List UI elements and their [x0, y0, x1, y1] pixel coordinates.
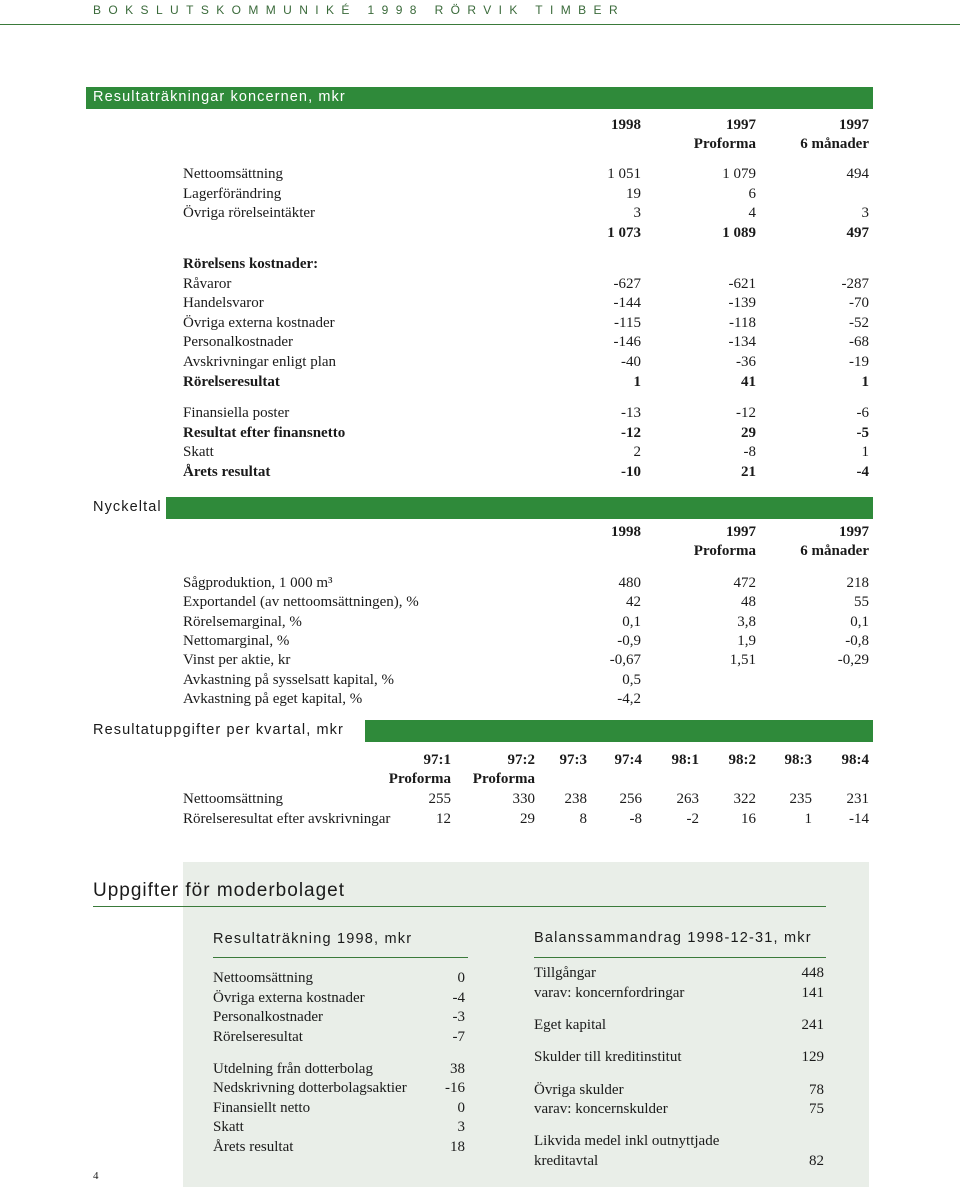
row-value: -70 — [849, 295, 869, 311]
row-value: 1 — [861, 374, 869, 390]
row-value: 1 — [804, 811, 812, 827]
document-header: BOKSLUTSKOMMUNIKÉ 1998 RÖRVIK TIMBER — [93, 3, 626, 17]
parent-balance-value: 82 — [809, 1153, 824, 1169]
row-value: -4,2 — [617, 691, 641, 707]
quarter-header: 98:1 — [671, 752, 699, 768]
row-value: -52 — [849, 315, 869, 331]
quarterly-title: Resultatuppgifter per kvartal, mkr — [93, 722, 344, 738]
row-value: 231 — [846, 791, 869, 807]
parent-income-label: Övriga externa kostnader — [213, 990, 365, 1006]
parent-income-value: 0 — [457, 1100, 465, 1116]
parent-income-value: 0 — [457, 970, 465, 986]
parent-income-label: Årets resultat — [213, 1139, 294, 1155]
row-value: -287 — [841, 276, 869, 292]
parent-income-label: Nettoomsättning — [213, 970, 313, 986]
parent-balance-value: 141 — [801, 985, 824, 1001]
row-value: -118 — [729, 315, 756, 331]
parent-income-rule — [213, 957, 468, 958]
row-label: Nettoomsättning — [183, 166, 283, 182]
row-value: 41 — [741, 374, 756, 390]
parent-title: Uppgifter för moderbolaget — [93, 880, 346, 901]
row-value: 48 — [741, 594, 756, 610]
parent-income-value: -16 — [445, 1080, 465, 1096]
proforma-header: Proforma — [388, 771, 451, 787]
income-title-bar — [86, 87, 873, 109]
row-label: Exportandel (av nettoomsättningen), % — [183, 594, 419, 610]
row-label: Skatt — [183, 444, 214, 460]
parent-income-value: -3 — [452, 1009, 465, 1025]
quarter-header: 97:1 — [423, 752, 451, 768]
keyfigures-title: Nyckeltal — [93, 499, 162, 515]
quarter-header: 97:2 — [507, 752, 535, 768]
parent-balance-label: Tillgångar — [534, 965, 596, 981]
row-label: Nettomarginal, % — [183, 633, 290, 649]
row-label: Råvaror — [183, 276, 232, 292]
quarter-header: 97:4 — [614, 752, 642, 768]
row-value: 29 — [520, 811, 535, 827]
row-value: 0,1 — [850, 614, 869, 630]
row-value: 238 — [564, 791, 587, 807]
parent-balance-rule — [534, 957, 826, 958]
row-value: 6 — [748, 186, 756, 202]
row-value: 21 — [741, 464, 756, 480]
row-value: -12 — [621, 425, 641, 441]
row-value: 3,8 — [737, 614, 756, 630]
row-value: -12 — [736, 405, 756, 421]
parent-income-value: 38 — [450, 1061, 465, 1077]
parent-income-value: 3 — [457, 1119, 465, 1135]
row-label: Nettoomsättning — [183, 791, 283, 807]
column-sub-header: 6 månader — [800, 136, 869, 152]
row-value: -139 — [728, 295, 756, 311]
row-value: 0,5 — [622, 672, 641, 688]
quarterly-bar — [365, 720, 873, 742]
column-year-header: 1997 — [839, 524, 869, 540]
row-value: -0,8 — [845, 633, 869, 649]
parent-balance-label: Övriga skulder — [534, 1082, 624, 1098]
row-value: -627 — [613, 276, 641, 292]
row-value: 1 079 — [722, 166, 756, 182]
column-sub-header: 6 månader — [800, 543, 869, 559]
parent-title-rule — [93, 906, 826, 907]
row-value: -146 — [613, 334, 641, 350]
row-value: 29 — [741, 425, 756, 441]
parent-income-value: -7 — [452, 1029, 465, 1045]
row-label: Avkastning på eget kapital, % — [183, 691, 363, 707]
page-number: 4 — [93, 1170, 99, 1182]
row-value: 494 — [846, 166, 869, 182]
row-value: -8 — [629, 811, 642, 827]
row-value: 256 — [619, 791, 642, 807]
row-value: -14 — [849, 811, 869, 827]
parent-balance-label: Likvida medel inkl outnyttjade — [534, 1133, 720, 1149]
parent-balance-label: Skulder till kreditinstitut — [534, 1049, 682, 1065]
parent-balance-value: 78 — [809, 1082, 824, 1098]
row-value: -134 — [728, 334, 756, 350]
parent-income-title: Resultaträkning 1998, mkr — [213, 931, 413, 947]
row-value: 2 — [633, 444, 641, 460]
row-value: 472 — [733, 575, 756, 591]
row-value: 8 — [579, 811, 587, 827]
row-value: -0,67 — [609, 652, 641, 668]
row-label: Rörelseresultat — [183, 374, 280, 390]
parent-income-value: -4 — [452, 990, 465, 1006]
row-label: Handelsvaror — [183, 295, 264, 311]
parent-income-label: Rörelseresultat — [213, 1029, 303, 1045]
row-value: 1 073 — [607, 225, 641, 241]
row-label: Vinst per aktie, kr — [183, 652, 291, 668]
row-value: -4 — [856, 464, 869, 480]
row-value: -5 — [856, 425, 869, 441]
row-value: 16 — [741, 811, 756, 827]
row-value: -40 — [621, 354, 641, 370]
row-value: 42 — [626, 594, 641, 610]
row-value: 480 — [618, 575, 641, 591]
column-year-header: 1997 — [726, 117, 756, 133]
parent-balance-value: 75 — [809, 1101, 824, 1117]
row-label: Avkastning på sysselsatt kapital, % — [183, 672, 394, 688]
row-label: Övriga rörelseintäkter — [183, 205, 316, 221]
row-value: 497 — [846, 225, 869, 241]
row-value: 3 — [633, 205, 641, 221]
row-value: -115 — [614, 315, 641, 331]
quarter-header: 98:4 — [841, 752, 869, 768]
keyfigures-bar — [166, 497, 873, 519]
column-year-header: 1997 — [726, 524, 756, 540]
row-label: Resultat efter finansnetto — [183, 425, 346, 441]
row-label: Avskrivningar enligt plan — [183, 354, 337, 370]
row-value: 4 — [748, 205, 756, 221]
column-year-header: 1998 — [611, 117, 641, 133]
row-value: -0,9 — [617, 633, 641, 649]
row-value: 255 — [428, 791, 451, 807]
row-value: 1,9 — [737, 633, 756, 649]
row-value: -8 — [743, 444, 756, 460]
parent-balance-title: Balanssammandrag 1998-12-31, mkr — [534, 930, 812, 946]
column-year-header: 1998 — [611, 524, 641, 540]
row-value: 12 — [436, 811, 451, 827]
row-label: Övriga externa kostnader — [183, 315, 335, 331]
row-label: Årets resultat — [183, 464, 271, 480]
row-value: 235 — [789, 791, 812, 807]
parent-income-label: Nedskrivning dotterbolagsaktier — [213, 1080, 407, 1096]
row-value: 263 — [676, 791, 699, 807]
row-value: -144 — [613, 295, 641, 311]
row-value: -2 — [686, 811, 699, 827]
row-value: 55 — [854, 594, 869, 610]
parent-balance-label: varav: koncernfordringar — [534, 985, 685, 1001]
quarter-header: 97:3 — [559, 752, 587, 768]
parent-income-label: Utdelning från dotterbolag — [213, 1061, 373, 1077]
parent-balance-value: 448 — [801, 965, 824, 981]
row-value: 19 — [626, 186, 641, 202]
row-value: 0,1 — [622, 614, 641, 630]
quarter-header: 98:2 — [728, 752, 756, 768]
parent-income-label: Personalkostnader — [213, 1009, 323, 1025]
row-value: 3 — [861, 205, 869, 221]
parent-income-label: Finansiellt netto — [213, 1100, 311, 1116]
row-value: 1 089 — [722, 225, 756, 241]
column-sub-header: Proforma — [693, 136, 756, 152]
row-value: 1 — [861, 444, 869, 460]
row-label: Rörelseresultat efter avskrivningar — [183, 811, 391, 827]
income-title: Resultaträkningar koncernen, mkr — [93, 89, 346, 105]
row-value: -10 — [621, 464, 641, 480]
parent-income-label: Skatt — [213, 1119, 244, 1135]
column-year-header: 1997 — [839, 117, 869, 133]
row-value: 1 051 — [607, 166, 641, 182]
row-value: -19 — [849, 354, 869, 370]
row-value: 1 — [633, 374, 641, 390]
quarter-header: 98:3 — [784, 752, 812, 768]
row-value: -6 — [856, 405, 869, 421]
parent-balance-label: Eget kapital — [534, 1017, 607, 1033]
column-sub-header: Proforma — [693, 543, 756, 559]
row-value: -36 — [736, 354, 756, 370]
row-value: 322 — [733, 791, 756, 807]
row-label: Personalkostnader — [183, 334, 293, 350]
row-label: Finansiella poster — [183, 405, 290, 421]
parent-balance-value: 129 — [801, 1049, 824, 1065]
proforma-header: Proforma — [472, 771, 535, 787]
row-label: Sågproduktion, 1 000 m³ — [183, 575, 333, 591]
row-value: -13 — [621, 405, 641, 421]
row-value: 218 — [846, 575, 869, 591]
parent-income-value: 18 — [450, 1139, 465, 1155]
parent-balance-label: varav: koncernskulder — [534, 1101, 668, 1117]
row-value: -68 — [849, 334, 869, 350]
row-label: Rörelsemarginal, % — [183, 614, 302, 630]
row-label: Lagerförändring — [183, 186, 282, 202]
parent-balance-label: kreditavtal — [534, 1153, 599, 1169]
row-value: -621 — [728, 276, 756, 292]
row-value: 1,51 — [729, 652, 756, 668]
header-rule — [0, 24, 960, 25]
parent-balance-value: 241 — [801, 1017, 824, 1033]
row-value: 330 — [512, 791, 535, 807]
row-label: Rörelsens kostnader: — [183, 256, 319, 272]
row-value: -0,29 — [837, 652, 869, 668]
